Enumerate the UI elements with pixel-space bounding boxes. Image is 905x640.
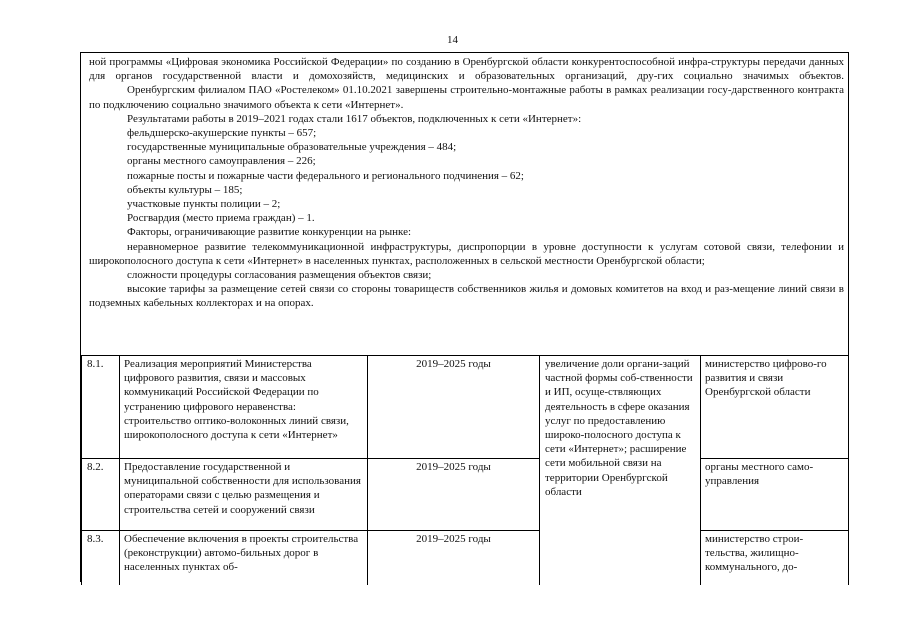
factors-intro: Факторы, ограничивающие развитие конкуренции на рынке: bbox=[127, 226, 412, 239]
factor-item: неравномерное развитие телекоммуникационной инфраструктуры, диспропорции в уровне доступности к услугам сотовой связи, телефонии и широкополосного доступа к сети «Интернет» в населенных пунктах, расположенных в сельской местности Оренбургской области; bbox=[89, 240, 844, 267]
measures-table bbox=[81, 355, 849, 585]
result-item: фельдшерско-акушерские пункты – 657; bbox=[127, 127, 317, 140]
result-item: органы местного самоуправления – 226; bbox=[127, 155, 316, 168]
result-item: объекты культуры – 185; bbox=[127, 183, 243, 196]
text-block bbox=[81, 52, 848, 356]
paragraph-results-intro: Результатами работы в 2019–2021 годах стали 1617 объектов, подключенных к сети «Интернет»: bbox=[127, 112, 582, 125]
table-row bbox=[82, 531, 849, 586]
responsible-body: министерство строи-тельства, жилищно-коммунального, до- bbox=[701, 531, 849, 586]
measure-description: Обеспечение включения в проекты строительства (реконструкции) автомо-бильных дорог в населенных пунктах об- bbox=[120, 531, 368, 586]
paragraph-program-continuation: ной программы «Цифровая экономика Российской Федерации» по созданию в Оренбургской области конкурентоспособной инфра-структуры передачи данных для органов государственной власти и домохозяйств, медицинских и образовательных организаций, дру-гих социально значимых объектов. bbox=[89, 56, 844, 83]
measure-description: Предоставление государственной и муниципальной собственности для использования операторами связи с целью размещения и строительства сетей и сооружений связи bbox=[120, 459, 368, 531]
result-item: государственные муниципальные образовательные учреждения – 484; bbox=[127, 141, 457, 154]
result-item: участковые пункты полиции – 2; bbox=[127, 198, 281, 211]
responsible-body: органы местного само-управления bbox=[701, 459, 849, 531]
document-sheet bbox=[80, 52, 849, 582]
measure-number: 8.2. bbox=[82, 459, 120, 531]
measure-number: 8.1. bbox=[82, 356, 120, 459]
measure-description: Реализация мероприятий Министерства цифрового развития, связи и массовых коммуникаций Российской Федерации по устранению цифрового неравенства: строительство оптико-волоконных линий связи, широкополосного доступа к сети «Интернет» bbox=[120, 356, 368, 459]
page-number: 14 bbox=[447, 34, 458, 46]
result-item: пожарные посты и пожарные части федерального и регионального подчинения – 62; bbox=[127, 169, 524, 182]
table-row bbox=[82, 459, 849, 531]
factor-item: сложности процедуры согласования размещения объектов связи; bbox=[127, 269, 432, 282]
paragraph-rostelecom: Оренбургским филиалом ПАО «Ростелеком» 01.10.2021 завершены строительно-монтажные работы в рамках реализации госу-дарственного контракта по подключению социально значимого объекта к сети «Интернет». bbox=[89, 84, 844, 111]
measure-period: 2019–2025 годы bbox=[368, 459, 540, 531]
measure-period: 2019–2025 годы bbox=[368, 356, 540, 459]
result-item: Росгвардия (место приема граждан) – 1. bbox=[127, 212, 315, 225]
measure-number: 8.3. bbox=[82, 531, 120, 586]
measure-period: 2019–2025 годы bbox=[368, 531, 540, 586]
table-row bbox=[82, 356, 849, 459]
responsible-body: министерство цифрово-го развития и связи Оренбургской области bbox=[701, 356, 849, 459]
factor-item: высокие тарифы за размещение сетей связи со стороны товариществ собственников жилья и домовых комитетов на вход и раз-мещение линий связи в подземных кабельных коллекторах и на опорах. bbox=[89, 283, 844, 310]
expected-outcome: увеличение доли органи-заций частной формы соб-ственности и ИП, осуще-ствляющих деятельность в сфере оказания услуг по предоставлению широко-полосного доступа к сети «Интернет»; расширение сети мобильной связи на территории Оренбургской области bbox=[540, 356, 701, 586]
